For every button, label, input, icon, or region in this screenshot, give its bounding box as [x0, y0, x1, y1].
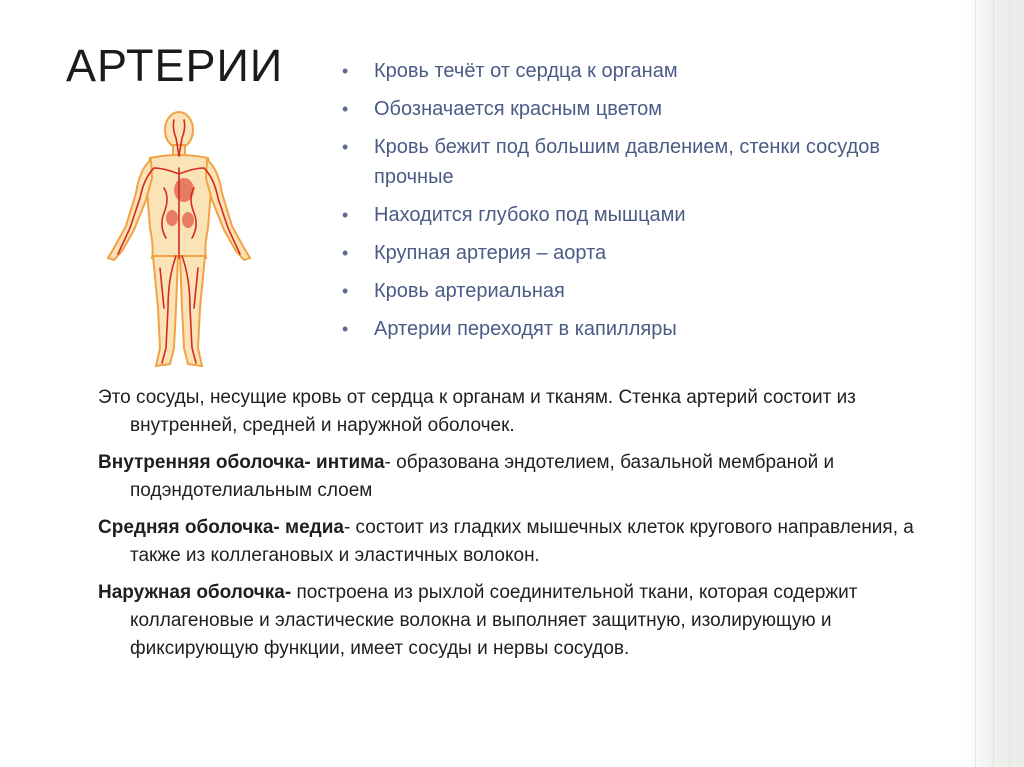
bullet-item [340, 94, 920, 124]
bullet-dot-icon: • [342, 99, 349, 119]
bullet-text: Обозначается красным цветом [374, 98, 662, 120]
paragraph-text: Это сосуды, несущие кровь от сердца к органам и тканям. Стенка артерий состоит из внутренней, средней и наружной оболочек. [98, 387, 856, 436]
bullet-text: Находится глубоко под мышцами [374, 204, 686, 226]
bullet-dot-icon: • [342, 281, 349, 301]
paragraph-text: - образована эндотелием, базальной мембраной и подэндотелиальным слоем [130, 452, 835, 501]
bullet-item [340, 132, 920, 192]
bullet-item [340, 276, 920, 306]
bullet-text: Крупная артерия – аорта [374, 242, 607, 264]
bullet-text: Артерии переходят в капилляры [374, 318, 677, 340]
paragraph-lead: Наружная оболочка- [98, 582, 292, 603]
slide-title: АРТЕРИИ [66, 40, 284, 91]
bullet-item [340, 238, 920, 268]
human-circulatory-system-figure-icon [104, 108, 254, 373]
bullet-text: Кровь бежит под большим давлением, стенки сосудов прочные [374, 136, 881, 188]
bullet-item [340, 314, 920, 344]
bullet-dot-icon: • [342, 243, 349, 263]
bullet-dot-icon: • [342, 137, 349, 157]
decorative-stripe [975, 0, 976, 767]
decorative-side-band [964, 0, 1024, 767]
decorative-stripe [1009, 0, 1010, 767]
bullet-text: Кровь артериальная [374, 280, 565, 302]
paragraph-adventitia [98, 579, 928, 663]
bullet-list [340, 56, 920, 352]
paragraph-text: построена из рыхлой соединительной ткани, которая содержит коллагеновые и эластические волокна и выполняет защитную, изолирующую и фиксирующую функции, имеет сосуды и нервы сосудов. [130, 582, 858, 659]
paragraph-lead: Средняя оболочка- медиа [98, 517, 344, 538]
paragraph-media [98, 514, 928, 570]
bullet-dot-icon: • [342, 319, 349, 339]
paragraph-intro [98, 384, 928, 440]
bullet-item [340, 56, 920, 86]
paragraph-intima [98, 449, 928, 505]
bullet-dot-icon: • [342, 61, 349, 81]
bullet-text: Кровь течёт от сердца к органам [374, 60, 678, 82]
paragraph-lead: Внутренняя оболочка- интима [98, 452, 385, 473]
paragraph-text: - состоит из гладких мышечных клеток кругового направления, а также из коллегановых и эластичных волокон. [130, 517, 914, 566]
bullet-dot-icon: • [342, 205, 349, 225]
body-text [98, 384, 928, 672]
bullet-item [340, 200, 920, 230]
figure-artery-lines [118, 120, 240, 363]
decorative-stripe [993, 0, 994, 767]
